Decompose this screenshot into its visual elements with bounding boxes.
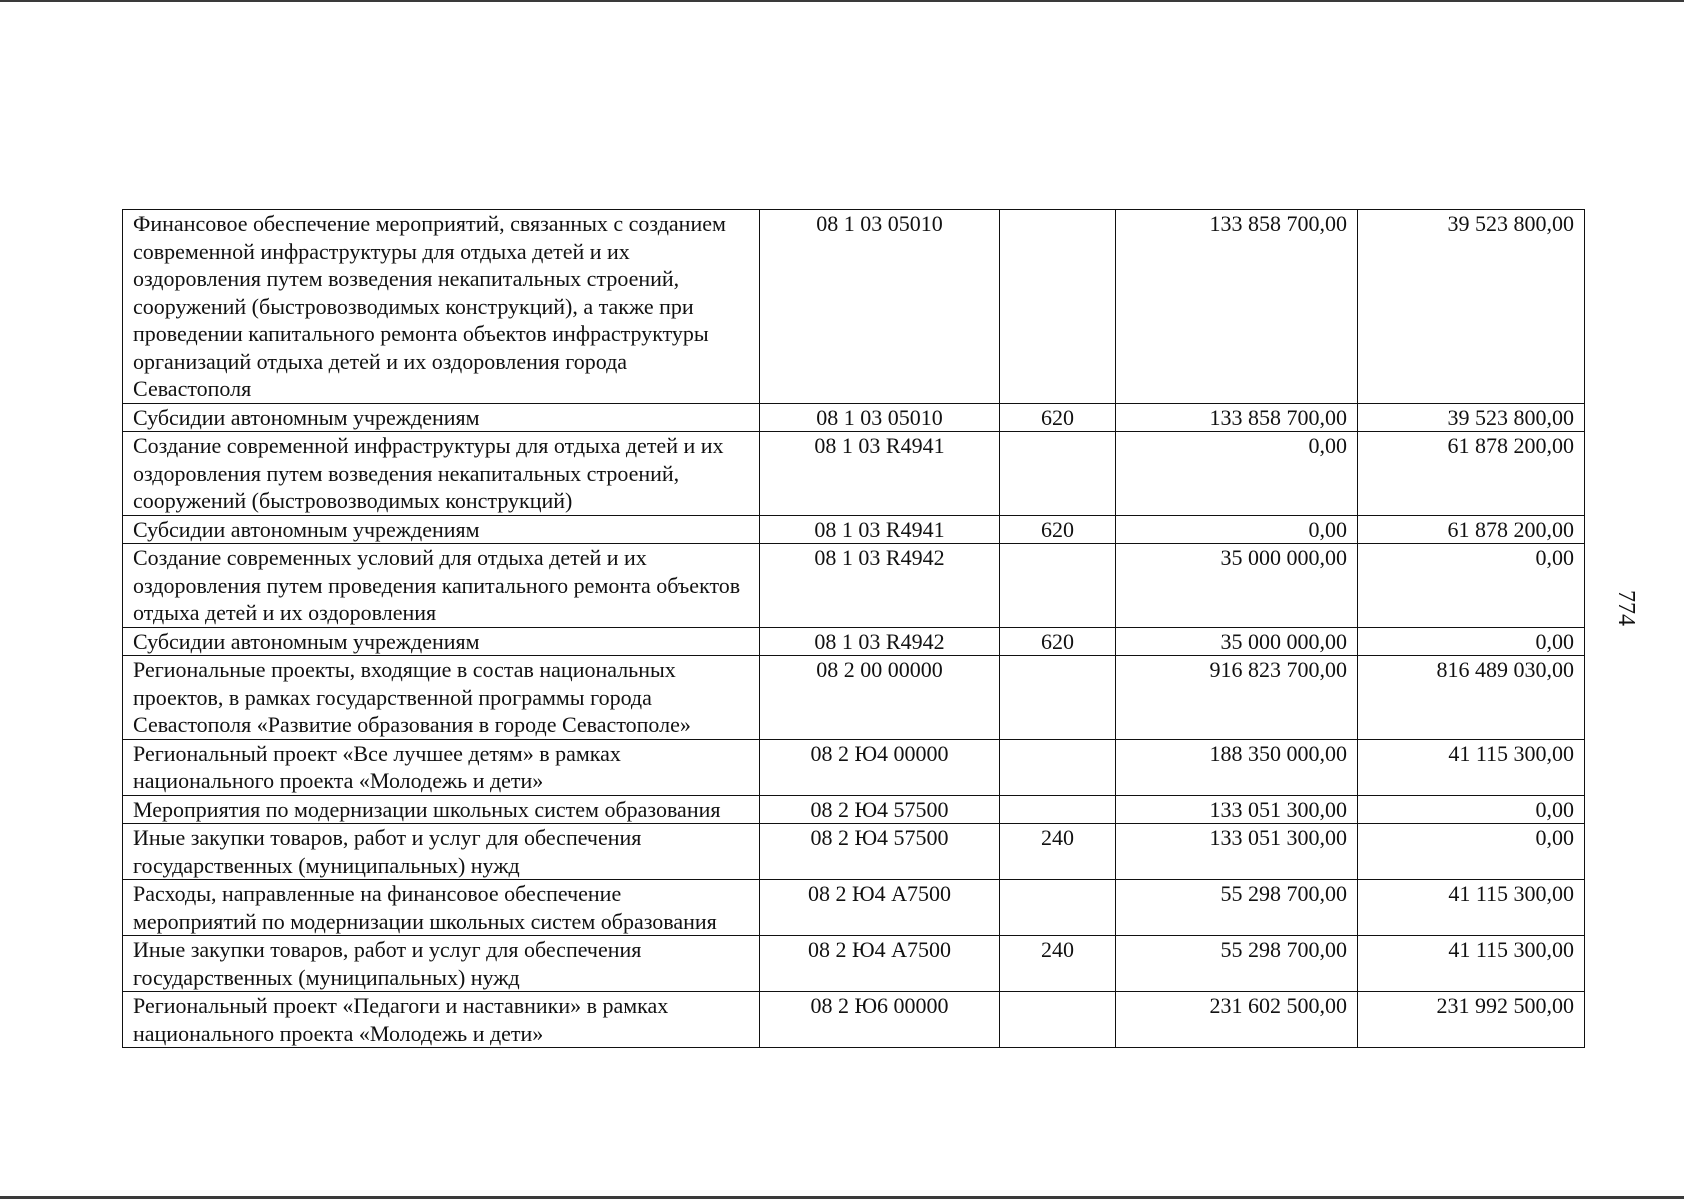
row-sum-1: 35 000 000,00	[1116, 627, 1358, 656]
row-sum-1: 133 051 300,00	[1116, 824, 1358, 880]
row-type: 240	[1000, 936, 1116, 992]
table-row	[123, 656, 1585, 740]
row-code: 08 2 Ю4 57500	[760, 795, 1000, 824]
table-row	[123, 210, 1585, 404]
row-name: Субсидии автономным учреждениям	[123, 515, 760, 544]
row-sum-2: 41 115 300,00	[1358, 936, 1585, 992]
row-code: 08 2 Ю4 А7500	[760, 936, 1000, 992]
row-code: 08 1 03 R4941	[760, 515, 1000, 544]
row-type	[1000, 544, 1116, 628]
row-sum-2: 39 523 800,00	[1358, 210, 1585, 404]
row-type	[1000, 210, 1116, 404]
row-sum-1: 55 298 700,00	[1116, 936, 1358, 992]
row-name: Создание современной инфраструктуры для отдыха детей и их оздоровления путем возведения некапитальных строений, сооружений (быстровозводимых конструкций)	[123, 432, 760, 516]
row-sum-2: 41 115 300,00	[1358, 739, 1585, 795]
row-sum-1: 133 858 700,00	[1116, 210, 1358, 404]
row-code: 08 2 00 00000	[760, 656, 1000, 740]
row-sum-2: 816 489 030,00	[1358, 656, 1585, 740]
row-sum-2: 61 878 200,00	[1358, 515, 1585, 544]
table-row	[123, 403, 1585, 432]
row-code: 08 1 03 R4942	[760, 627, 1000, 656]
row-code: 08 1 03 05010	[760, 403, 1000, 432]
row-code: 08 1 03 R4942	[760, 544, 1000, 628]
row-sum-1: 0,00	[1116, 515, 1358, 544]
row-type	[1000, 992, 1116, 1048]
row-sum-2: 0,00	[1358, 544, 1585, 628]
row-code: 08 1 03 05010	[760, 210, 1000, 404]
table-row	[123, 515, 1585, 544]
row-name: Иные закупки товаров, работ и услуг для обеспечения государственных (муниципальных) нужд	[123, 936, 760, 992]
budget-table	[122, 209, 1585, 1048]
row-sum-1: 133 858 700,00	[1116, 403, 1358, 432]
row-name: Создание современных условий для отдыха детей и их оздоровления путем проведения капитального ремонта объектов отдыха детей и их оздоровления	[123, 544, 760, 628]
table-row	[123, 795, 1585, 824]
row-name: Региональный проект «Все лучшее детям» в рамках национального проекта «Молодежь и дети»	[123, 739, 760, 795]
table-row	[123, 544, 1585, 628]
row-type: 620	[1000, 627, 1116, 656]
row-sum-2: 231 992 500,00	[1358, 992, 1585, 1048]
row-sum-1: 188 350 000,00	[1116, 739, 1358, 795]
row-type	[1000, 739, 1116, 795]
row-name: Мероприятия по модернизации школьных систем образования	[123, 795, 760, 824]
row-type	[1000, 880, 1116, 936]
row-name: Финансовое обеспечение мероприятий, связанных с созданием современной инфраструктуры для отдыха детей и их оздоровления путем возведения некапитальных строений, сооружений (быстровозводимых конструкций), а также при проведении капитального ремонта объектов инфраструктуры организаций отдыха детей и их оздоровления города Севастополя	[123, 210, 760, 404]
scan-edge-bottom	[0, 1196, 1684, 1199]
row-type: 620	[1000, 403, 1116, 432]
row-name: Субсидии автономным учреждениям	[123, 627, 760, 656]
table-row	[123, 432, 1585, 516]
table-row	[123, 739, 1585, 795]
row-sum-2: 39 523 800,00	[1358, 403, 1585, 432]
row-name: Субсидии автономным учреждениям	[123, 403, 760, 432]
row-sum-2: 41 115 300,00	[1358, 880, 1585, 936]
table-row	[123, 992, 1585, 1048]
row-sum-2: 61 878 200,00	[1358, 432, 1585, 516]
row-sum-1: 133 051 300,00	[1116, 795, 1358, 824]
row-name: Иные закупки товаров, работ и услуг для обеспечения государственных (муниципальных) нужд	[123, 824, 760, 880]
row-sum-1: 916 823 700,00	[1116, 656, 1358, 740]
table-row	[123, 627, 1585, 656]
row-sum-1: 0,00	[1116, 432, 1358, 516]
table-row	[123, 936, 1585, 992]
row-name: Расходы, направленные на финансовое обеспечение мероприятий по модернизации школьных систем образования	[123, 880, 760, 936]
row-sum-2: 0,00	[1358, 627, 1585, 656]
row-name: Региональный проект «Педагоги и наставники» в рамках национального проекта «Молодежь и дети»	[123, 992, 760, 1048]
row-type: 240	[1000, 824, 1116, 880]
row-type	[1000, 795, 1116, 824]
table-row	[123, 880, 1585, 936]
row-sum-2: 0,00	[1358, 795, 1585, 824]
row-type	[1000, 656, 1116, 740]
row-code: 08 2 Ю6 00000	[760, 992, 1000, 1048]
row-type: 620	[1000, 515, 1116, 544]
row-code: 08 2 Ю4 00000	[760, 739, 1000, 795]
row-code: 08 2 Ю4 57500	[760, 824, 1000, 880]
row-sum-1: 35 000 000,00	[1116, 544, 1358, 628]
row-sum-2: 0,00	[1358, 824, 1585, 880]
page-number: 774	[1613, 590, 1639, 626]
row-sum-1: 231 602 500,00	[1116, 992, 1358, 1048]
row-code: 08 1 03 R4941	[760, 432, 1000, 516]
table-row	[123, 824, 1585, 880]
row-code: 08 2 Ю4 А7500	[760, 880, 1000, 936]
row-sum-1: 55 298 700,00	[1116, 880, 1358, 936]
row-type	[1000, 432, 1116, 516]
row-name: Региональные проекты, входящие в состав национальных проектов, в рамках государственной программы города Севастополя «Развитие образования в городе Севастополе»	[123, 656, 760, 740]
scan-edge-top	[0, 0, 1684, 2]
